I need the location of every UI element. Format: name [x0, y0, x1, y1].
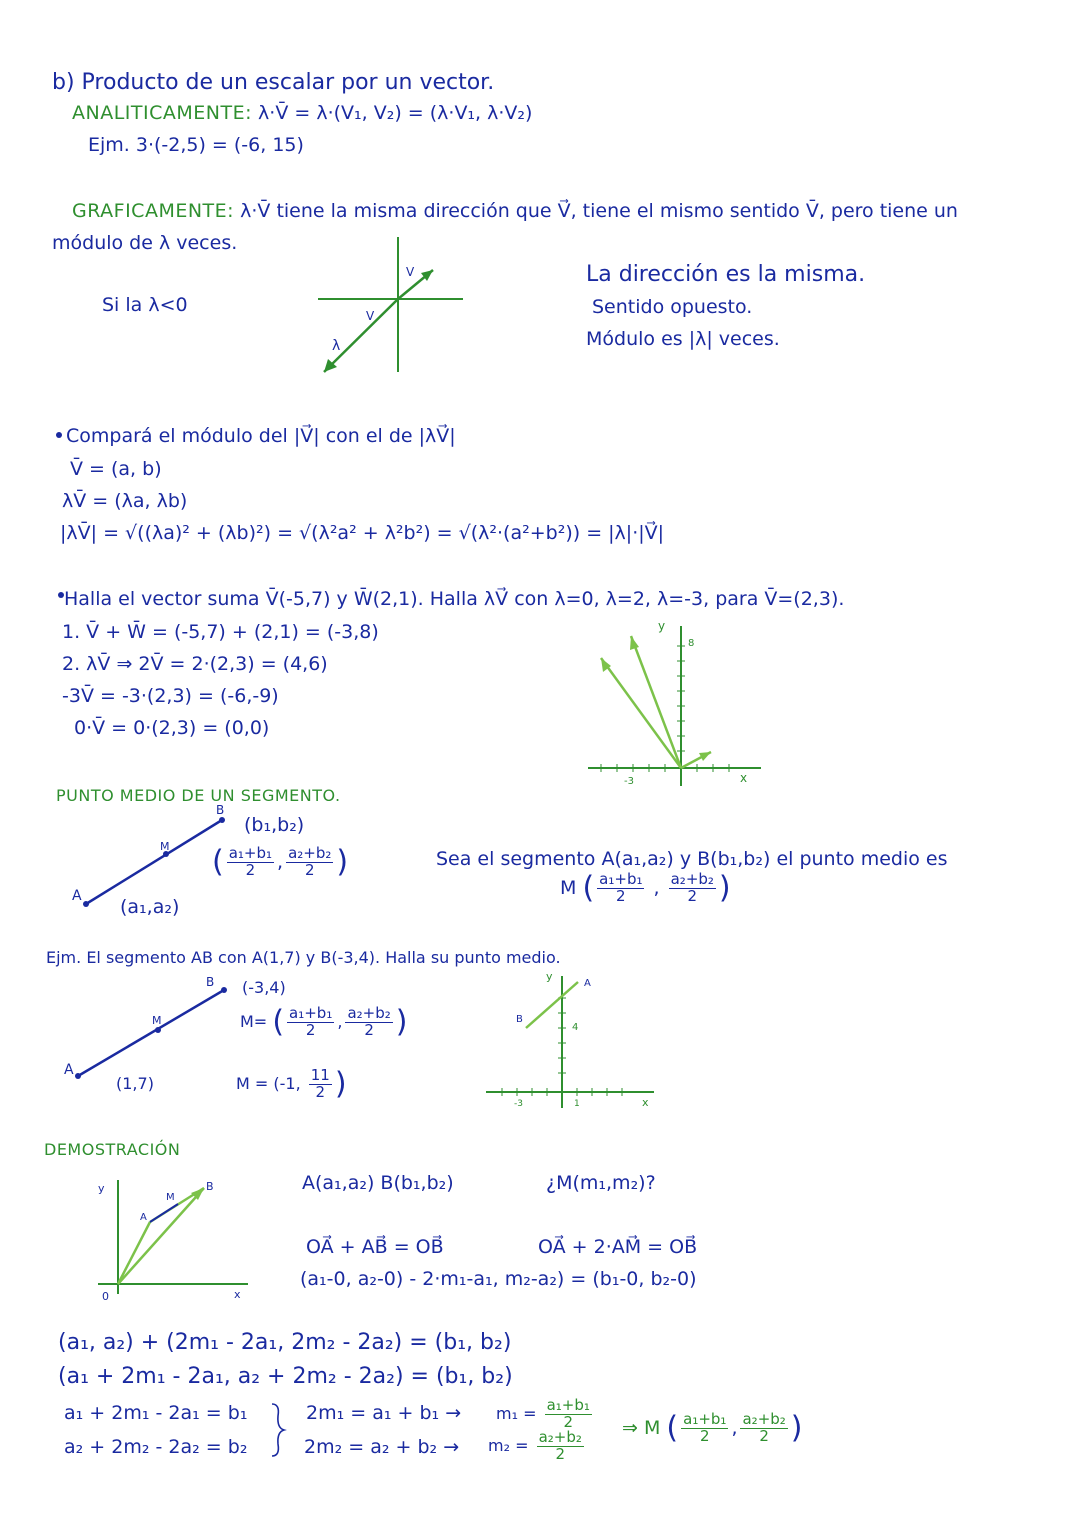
system-brace-icon — [268, 1402, 288, 1458]
example2-segment-figure — [58, 970, 248, 1090]
demo-heading: DEMOSTRACIÓN — [44, 1140, 181, 1159]
example2-axis-y-label: y — [546, 970, 553, 983]
demo-graph-a: A — [140, 1212, 147, 1223]
suma-line-4: 0·V̄ = 0·(2,3) = (0,0) — [74, 717, 270, 739]
demo-final: ⇒ M ( $\frac{\text{a₁+b₁}}{2}$ , $\frac{\text{a₂+b₂}}{2}$ ) — [622, 1410, 803, 1446]
demo-eq-4: (a₁, a₂) + (2m₁ - 2a₁, 2m₂ - 2a₂) = (b₁, b₂) — [58, 1330, 512, 1355]
graf-text-2: módulo de λ veces. — [52, 232, 238, 254]
demo-solution-2: 2m₂ = a₂ + b₂ → — [304, 1436, 460, 1458]
suma-tick-neg3: -3 — [624, 776, 634, 787]
example2-graph-a: A — [584, 978, 591, 989]
midpoint-coord-a: (a₁,a₂) — [120, 896, 180, 918]
example2-graph-b: B — [516, 1014, 523, 1025]
midpoint-heading: PUNTO MEDIO DE UN SEGMENTO. — [56, 786, 341, 805]
demo-graph-b: B — [206, 1180, 214, 1193]
modulo-title: Compará el módulo del |V⃗| con el de |λV⃗| — [66, 425, 456, 447]
midpoint-label-a: A — [72, 888, 82, 904]
demo-solution-1: 2m₁ = a₁ + b₁ → — [306, 1402, 462, 1424]
example2-graph — [484, 968, 674, 1118]
fig-label-v-upper: V — [406, 265, 415, 279]
demo-known-points: A(a₁,a₂) B(b₁,b₂) — [302, 1172, 454, 1194]
example2-label-b: B — [206, 975, 215, 989]
suma-title: Halla el vector suma V̄(-5,7) y W̄(2,1). Halla λV⃗ con λ=0, λ=2, λ=-3, para V̄=(2,3). — [64, 588, 845, 610]
suma-graph — [586, 616, 786, 796]
graf-text: λ·V̄ tiene la misma dirección que V⃗, tiene el mismo sentido V̄, pero tiene un — [240, 200, 958, 222]
demo-eq-3: (a₁-0, a₂-0) - 2·m₁-a₁, m₂-a₂) = (b₁-0, b₂-0) — [300, 1268, 697, 1290]
fig-label-lambda: λ — [332, 338, 341, 354]
example2-label-m: M — [152, 1014, 162, 1027]
midpoint-statement: Sea el segmento A(a₁,a₂) y B(b₁,b₂) el punto medio es — [436, 848, 948, 870]
case-negative-lambda: Si la λ<0 — [102, 294, 188, 316]
demo-system-1: a₁ + 2m₁ - 2a₁ = b₁ — [64, 1402, 248, 1424]
example2-result: M = (-1, $\frac{11}{2}$ ) — [236, 1066, 347, 1102]
demo-axis-y-label: y — [98, 1182, 105, 1195]
graf-label: GRAFICAMENTE: — [72, 200, 235, 222]
example2-axis-x-label: x — [642, 1096, 649, 1109]
demo-m2: m₂ = $\frac{\text{a₂+b₂}}{2}$ — [488, 1428, 582, 1463]
section-heading-scalar: b) Producto de un escalar por un vector. — [52, 70, 495, 95]
midpoint-label-b: B — [216, 803, 225, 817]
example2-tick-neg3: -3 — [514, 1099, 523, 1109]
modulo-line-2: λV̄ = (λa, λb) — [62, 490, 188, 512]
analit-formula: λ·V̄ = λ·(V₁, V₂) = (λ·V₁, λ·V₂) — [258, 102, 533, 124]
fig-label-v-lower: V — [366, 309, 375, 323]
suma-line-1: 1. V̄ + W̄ = (-5,7) + (2,1) = (-3,8) — [62, 621, 379, 643]
midpoint-label-m: M — [160, 840, 170, 853]
example2-coord-b: (-3,4) — [242, 978, 286, 997]
demo-axis-x-label: x — [234, 1288, 241, 1301]
demo-eq-2: OA⃗ + 2·AM⃗ = OB⃗ — [538, 1236, 698, 1258]
modulo-line-3: |λV̄| = √((λa)² + (λb)²) = √(λ²a² + λ²b²) = √(λ²·(a²+b²)) = |λ|·|V⃗| — [60, 522, 665, 544]
demo-origin-label: 0 — [102, 1290, 109, 1303]
suma-axis-y-label: y — [658, 619, 666, 633]
example2-title: Ejm. El segmento AB con A(1,7) y B(-3,4). Halla su punto medio. — [46, 948, 561, 967]
example-scalar: Ejm. 3·(-2,5) = (-6, 15) — [88, 134, 304, 156]
example2-formula: M= ( $\frac{\text{a₁+b₁}}{2}$ , $\frac{\text{a₂+b₂}}{2}$ ) — [240, 1004, 408, 1040]
suma-tick-8: 8 — [688, 638, 695, 649]
demo-graph — [88, 1172, 268, 1302]
suma-axis-x-label: x — [740, 771, 748, 785]
example2-coord-a: (1,7) — [116, 1074, 154, 1093]
example2-label-a: A — [64, 1062, 74, 1078]
note-sense: Sentido opuesto. — [592, 296, 753, 318]
demo-m1: m₁ = $\frac{\text{a₁+b₁}}{2}$ — [496, 1396, 590, 1431]
demo-graph-m: M — [166, 1192, 175, 1203]
demo-eq-5: (a₁ + 2m₁ - 2a₁, a₂ + 2m₂ - 2a₂) = (b₁, b₂) — [58, 1364, 513, 1389]
midpoint-formula: ( $\frac{\text{a₁+b₁}}{2}$ , $\frac{\text{a₂+b₂}}{2}$ ) — [212, 844, 349, 880]
midpoint-statement-formula: M ( $\frac{\text{a₁+b₁}}{2}$ , $\frac{\text{a₂+b₂}}{2}$ ) — [560, 870, 731, 906]
note-module: Módulo es |λ| veces. — [586, 328, 780, 350]
example2-tick-1: 1 — [574, 1099, 580, 1109]
midpoint-coord-b: (b₁,b₂) — [244, 814, 305, 836]
suma-line-3: -3V̄ = -3·(2,3) = (-6,-9) — [62, 685, 279, 707]
example2-tick-4: 4 — [572, 1022, 579, 1033]
demo-system-2: a₂ + 2m₂ - 2a₂ = b₂ — [64, 1436, 248, 1458]
demo-eq-1: OA⃗ + AB⃗ = OB⃗ — [306, 1236, 444, 1258]
note-direction: La dirección es la misma. — [586, 262, 866, 287]
suma-line-2: 2. λV̄ ⇒ 2V̄ = 2·(2,3) = (4,6) — [62, 653, 328, 675]
bullet-modulo — [56, 432, 62, 438]
analit-label: ANALITICAMENTE: — [72, 102, 252, 124]
demo-question: ¿M(m₁,m₂)? — [546, 1172, 656, 1194]
modulo-line-1: V̄ = (a, b) — [70, 458, 162, 480]
scalar-negative-figure — [318, 232, 478, 382]
